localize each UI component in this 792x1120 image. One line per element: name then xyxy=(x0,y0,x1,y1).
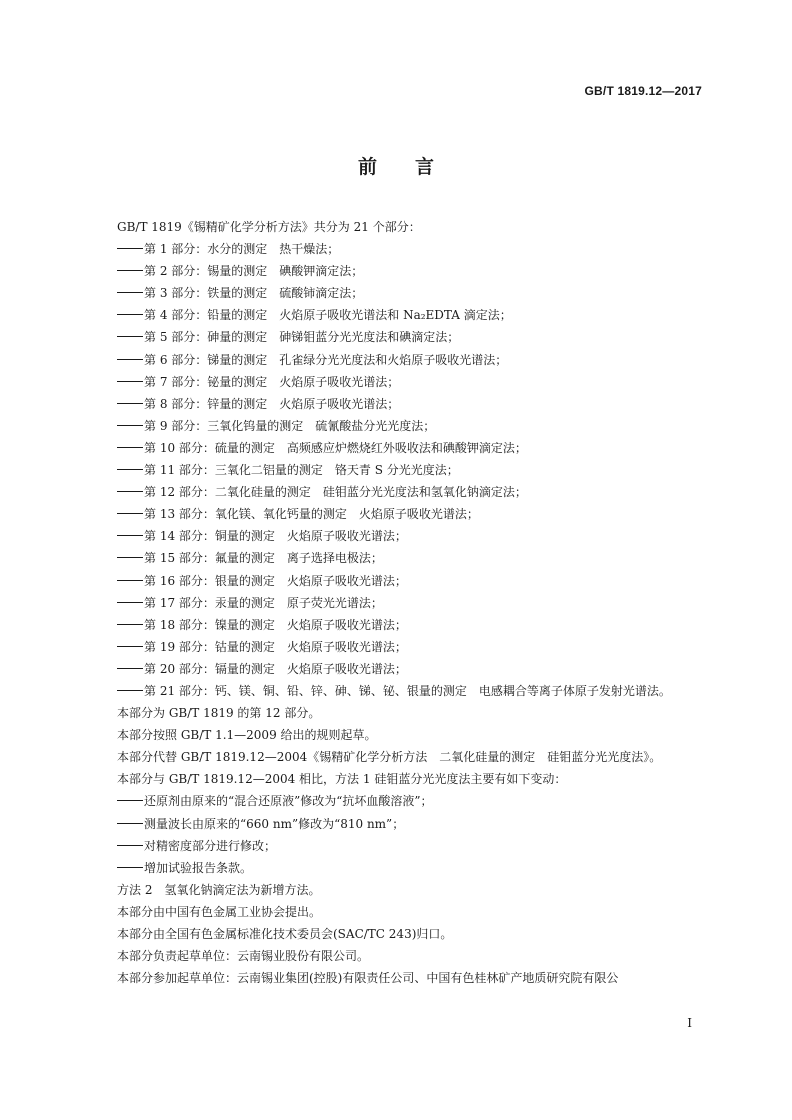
em-dash xyxy=(117,381,143,382)
list-item: 第 7 部分：铋量的测定 火焰原子吸收光谱法； xyxy=(90,371,702,393)
list-item: 第 16 部分：银量的测定 火焰原子吸收光谱法； xyxy=(90,570,702,592)
em-dash xyxy=(117,425,143,426)
list-item: 第 15 部分：氟量的测定 离子选择电极法； xyxy=(90,547,702,569)
list-item: 第 9 部分：三氧化钨量的测定 硫氰酸盐分光光度法； xyxy=(90,415,702,437)
em-dash xyxy=(117,336,143,337)
list-item: 增加试验报告条款。 xyxy=(90,857,702,879)
list-item: 第 3 部分：铁量的测定 硫酸铈滴定法； xyxy=(90,282,702,304)
em-dash xyxy=(117,248,143,249)
em-dash xyxy=(117,690,143,691)
em-dash xyxy=(117,580,143,581)
list-item: 测量波长由原来的“660 nm”修改为“810 nm”； xyxy=(90,813,702,835)
changes-intro-paragraph: 本部分与 GB/T 1819.12—2004 相比，方法 1 硅钼蓝分光光度法主要有如下变动： xyxy=(117,772,567,787)
list-item: 第 2 部分：锡量的测定 碘酸钾滴定法； xyxy=(90,260,702,282)
list-item: 第 11 部分：三氧化二铝量的测定 铬天青 S 分光光度法； xyxy=(90,459,702,481)
em-dash xyxy=(117,535,143,536)
em-dash xyxy=(117,314,143,315)
em-dash xyxy=(117,359,143,360)
em-dash xyxy=(117,447,143,448)
drafting-rules-paragraph: 本部分按照 GB/T 1.1—2009 给出的规则起草。 xyxy=(117,728,377,743)
em-dash xyxy=(117,557,143,558)
list-item: 对精密度部分进行修改； xyxy=(90,835,702,857)
participating-drafters-paragraph: 本部分参加起草单位：云南锡业集团(控股)有限责任公司、中国有色桂林矿产地质研究院有限公 xyxy=(117,971,619,986)
changes-list xyxy=(90,790,702,878)
list-item: 第 17 部分：汞量的测定 原子荧光光谱法； xyxy=(90,592,702,614)
em-dash xyxy=(117,403,143,404)
list-item: 第 13 部分：氧化镁、氧化钙量的测定 火焰原子吸收光谱法； xyxy=(90,503,702,525)
em-dash xyxy=(117,624,143,625)
em-dash xyxy=(117,270,143,271)
replaces-paragraph: 本部分代替 GB/T 1819.12—2004《锡精矿化学分析方法 二氧化硅量的测定 硅钼蓝分光光度法》。 xyxy=(117,750,662,765)
intro-paragraph: GB/T 1819《锡精矿化学分析方法》共分为 21 个部分： xyxy=(117,220,421,234)
em-dash xyxy=(117,292,143,293)
standard-code-header: GB/T 1819.12—2017 xyxy=(584,84,702,98)
list-item: 第 12 部分：二氧化硅量的测定 硅钼蓝分光光度法和氢氧化钠滴定法； xyxy=(90,481,702,503)
centralized-by-paragraph: 本部分由全国有色金属标准化技术委员会(SAC/TC 243)归口。 xyxy=(117,927,453,941)
em-dash xyxy=(117,513,143,514)
document-body xyxy=(90,216,702,989)
list-item: 第 18 部分：镍量的测定 火焰原子吸收光谱法； xyxy=(90,614,702,636)
em-dash xyxy=(117,646,143,647)
list-item: 第 4 部分：铅量的测定 火焰原子吸收光谱法和 Na₂EDTA 滴定法； xyxy=(90,304,702,326)
responsible-drafter-paragraph: 本部分负责起草单位：云南锡业股份有限公司。 xyxy=(117,949,370,964)
em-dash xyxy=(117,845,143,846)
list-item: 第 10 部分：硫量的测定 高频感应炉燃烧红外吸收法和碘酸钾滴定法； xyxy=(90,437,702,459)
em-dash xyxy=(117,491,143,492)
em-dash xyxy=(117,867,143,868)
parts-list xyxy=(90,238,702,702)
list-item: 第 8 部分：锌量的测定 火焰原子吸收光谱法； xyxy=(90,393,702,415)
list-item: 第 6 部分：锑量的测定 孔雀绿分光光度法和火焰原子吸收光谱法； xyxy=(90,349,702,371)
em-dash xyxy=(117,823,143,824)
list-item: 第 20 部分：镉量的测定 火焰原子吸收光谱法； xyxy=(90,658,702,680)
page-title: 前言 xyxy=(357,156,472,178)
list-item: 第 5 部分：砷量的测定 砷锑钼蓝分光光度法和碘滴定法； xyxy=(90,326,702,348)
part-number-paragraph: 本部分为 GB/T 1819 的第 12 部分。 xyxy=(117,706,321,721)
list-item: 还原剂由原来的“混合还原液”修改为“抗坏血酸溶液”； xyxy=(90,790,702,812)
list-item: 第 14 部分：铜量的测定 火焰原子吸收光谱法； xyxy=(90,525,702,547)
method2-paragraph: 方法 2 氢氧化钠滴定法为新增方法。 xyxy=(117,882,321,897)
em-dash xyxy=(117,668,143,669)
proposed-by-paragraph: 本部分由中国有色金属工业协会提出。 xyxy=(117,904,322,919)
list-item: 第 19 部分：钴量的测定 火焰原子吸收光谱法； xyxy=(90,636,702,658)
list-item: 第 1 部分：水分的测定 热干燥法； xyxy=(90,238,702,260)
em-dash xyxy=(117,602,143,603)
em-dash xyxy=(117,469,143,470)
em-dash xyxy=(117,800,143,801)
list-item: 第 21 部分：钙、镁、铜、铅、锌、砷、锑、铋、银量的测定 电感耦合等离子体原子发射光谱法。 xyxy=(90,680,702,702)
page-number: I xyxy=(687,1016,692,1030)
